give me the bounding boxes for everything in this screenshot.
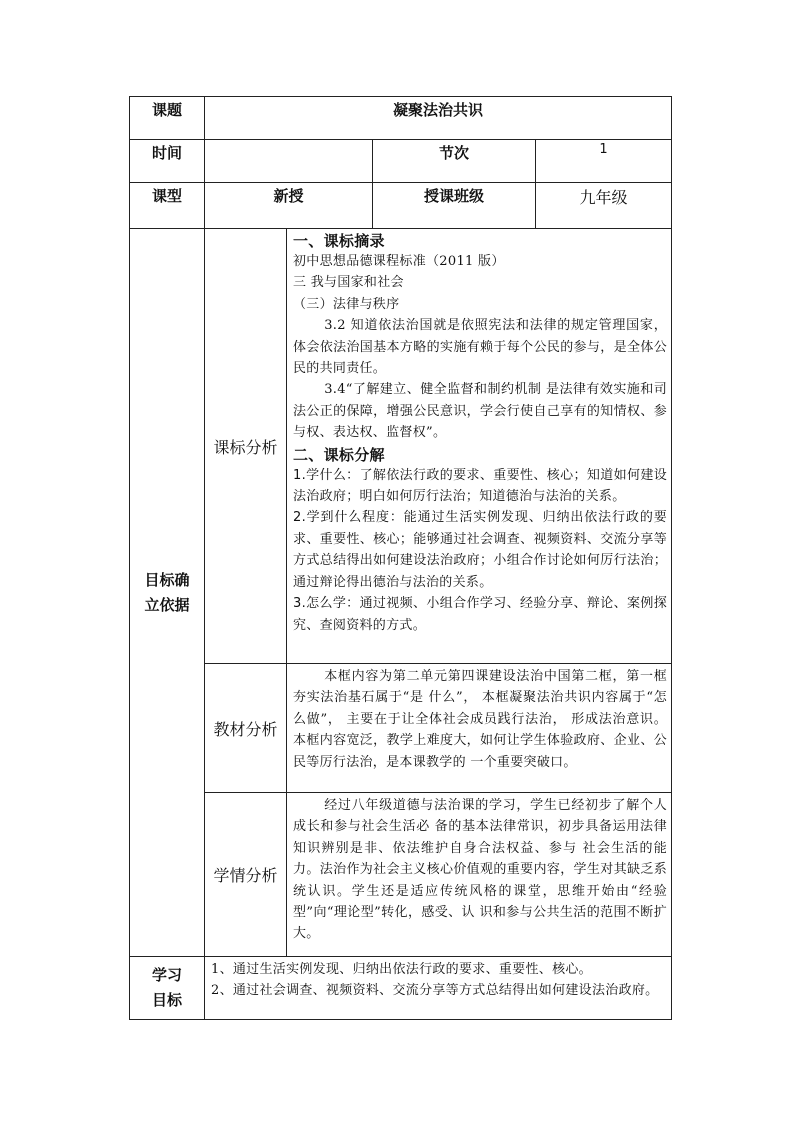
row-curriculum	[130, 229, 672, 664]
item-3-text: 通过视频、小组合作学习、经验分享、辩论、案例探究、查阅资料的方式。	[293, 596, 668, 633]
curriculum-item-1	[293, 465, 667, 508]
curriculum-label: 课标分析	[205, 229, 287, 664]
learner-text: 经过八年级道德与法治课的学习，学生已经初步了解个人成长和参与社会生活必 备的基本法律常识，初步具备运用法律知识辨别是非、依法维护自身合法权益、参与 社会生活的能力。法治作为社会主义核心价值观的重要内容，学生对其缺乏系统认识。学生还是适应传统风格的课堂，思维开始由“经验型”向“理论型”转化，感受、认 识和参与公共生活的范围不断扩大。	[293, 798, 668, 942]
goals-content	[205, 957, 672, 1020]
period-value: 1	[536, 140, 672, 183]
type-value: 新授	[205, 183, 373, 229]
row-type	[130, 183, 672, 229]
class-value: 九年级	[536, 183, 672, 229]
basis-label	[130, 229, 205, 957]
item-1-label: 1.学什么：	[293, 467, 360, 483]
textbook-label: 教材分析	[205, 664, 287, 793]
curriculum-heading-2: 二、课标分解	[293, 445, 385, 464]
period-label: 节次	[373, 140, 536, 183]
learner-content	[287, 793, 672, 957]
lesson-title: 凝聚法治共识	[205, 97, 672, 140]
time-value	[205, 140, 373, 183]
textbook-content	[287, 664, 672, 793]
row-learner	[130, 793, 672, 957]
goals-label-text: 学习目标	[151, 966, 182, 1009]
item-2-text: 能通过生活实例发现、归纳出依法行政的要求、重要性、核心；能够通过社会调查、视频资料、交流分享等方式总结得出如何建设法治政府；小组合作讨论如何厉行法治；通过辩论得出德治与法治的关系。	[293, 510, 668, 590]
curriculum-line-1: 初中思想品德课程标准（2011 版）	[293, 254, 505, 269]
curriculum-line-2: 三 我与国家和社会	[293, 275, 404, 291]
basis-label-text: 目标确立依据	[144, 570, 190, 614]
row-goals	[130, 957, 672, 1020]
curriculum-line-5: 3.4“了解建立、健全监督和制约机制 是法律有效实施和司法公正的保障，增强公民意识，学会行使自己享有的知情权、参 与权、表达权、监督权”。	[293, 382, 668, 441]
curriculum-item-2	[293, 507, 667, 593]
lesson-plan-table	[129, 96, 672, 1020]
time-label: 时间	[130, 140, 205, 183]
row-textbook	[130, 664, 672, 793]
goal-item-2: 2、通过社会调查、视频资料、交流分享等方式总结得出如何建设法治政府。	[211, 983, 659, 999]
curriculum-item-3	[293, 593, 667, 636]
item-1-text: 了解依法行政的要求、重要性、核心；知道如何建设法治政府；明白如何厉行法治；知道德治与法治的关系。	[293, 467, 668, 505]
goals-label	[130, 957, 205, 1020]
item-3-label: 3.怎么学：	[293, 596, 360, 612]
curriculum-line-4: 3.2 知道依法治国就是依照宪法和法律的规定管理国家，体会依法治国基本方略的实施有赖于每个公民的参与，是全体公民的共同责任。	[293, 318, 668, 377]
curriculum-content	[287, 229, 672, 664]
goal-item-1: 1、通过生活实例发现、归纳出依法行政的要求、重要性、核心。	[211, 962, 592, 977]
row-time	[130, 140, 672, 183]
class-label: 授课班级	[373, 183, 536, 229]
curriculum-line-3: （三）法律与秩序	[293, 296, 400, 312]
type-label: 课型	[130, 183, 205, 229]
textbook-text: 本框内容为第二单元第四课建设法治中国第二框，第一框夯实法治基石属于“是 什么”， 本框凝聚法治共识内容属于“怎么做”， 主要在于让全体社会成员践行法治， 形成法治意识。本框内容宽泛，教学上难度大，如何让学生体验政府、企业、公民等厉行法治，是本课教学的 一个重要突破口。	[293, 669, 668, 770]
title-label: 课题	[130, 97, 205, 140]
curriculum-heading-1: 一、课标摘录	[293, 232, 385, 250]
item-2-label: 2.学到什么程度：	[293, 510, 404, 526]
learner-label: 学情分析	[205, 793, 287, 957]
row-title	[130, 97, 672, 140]
